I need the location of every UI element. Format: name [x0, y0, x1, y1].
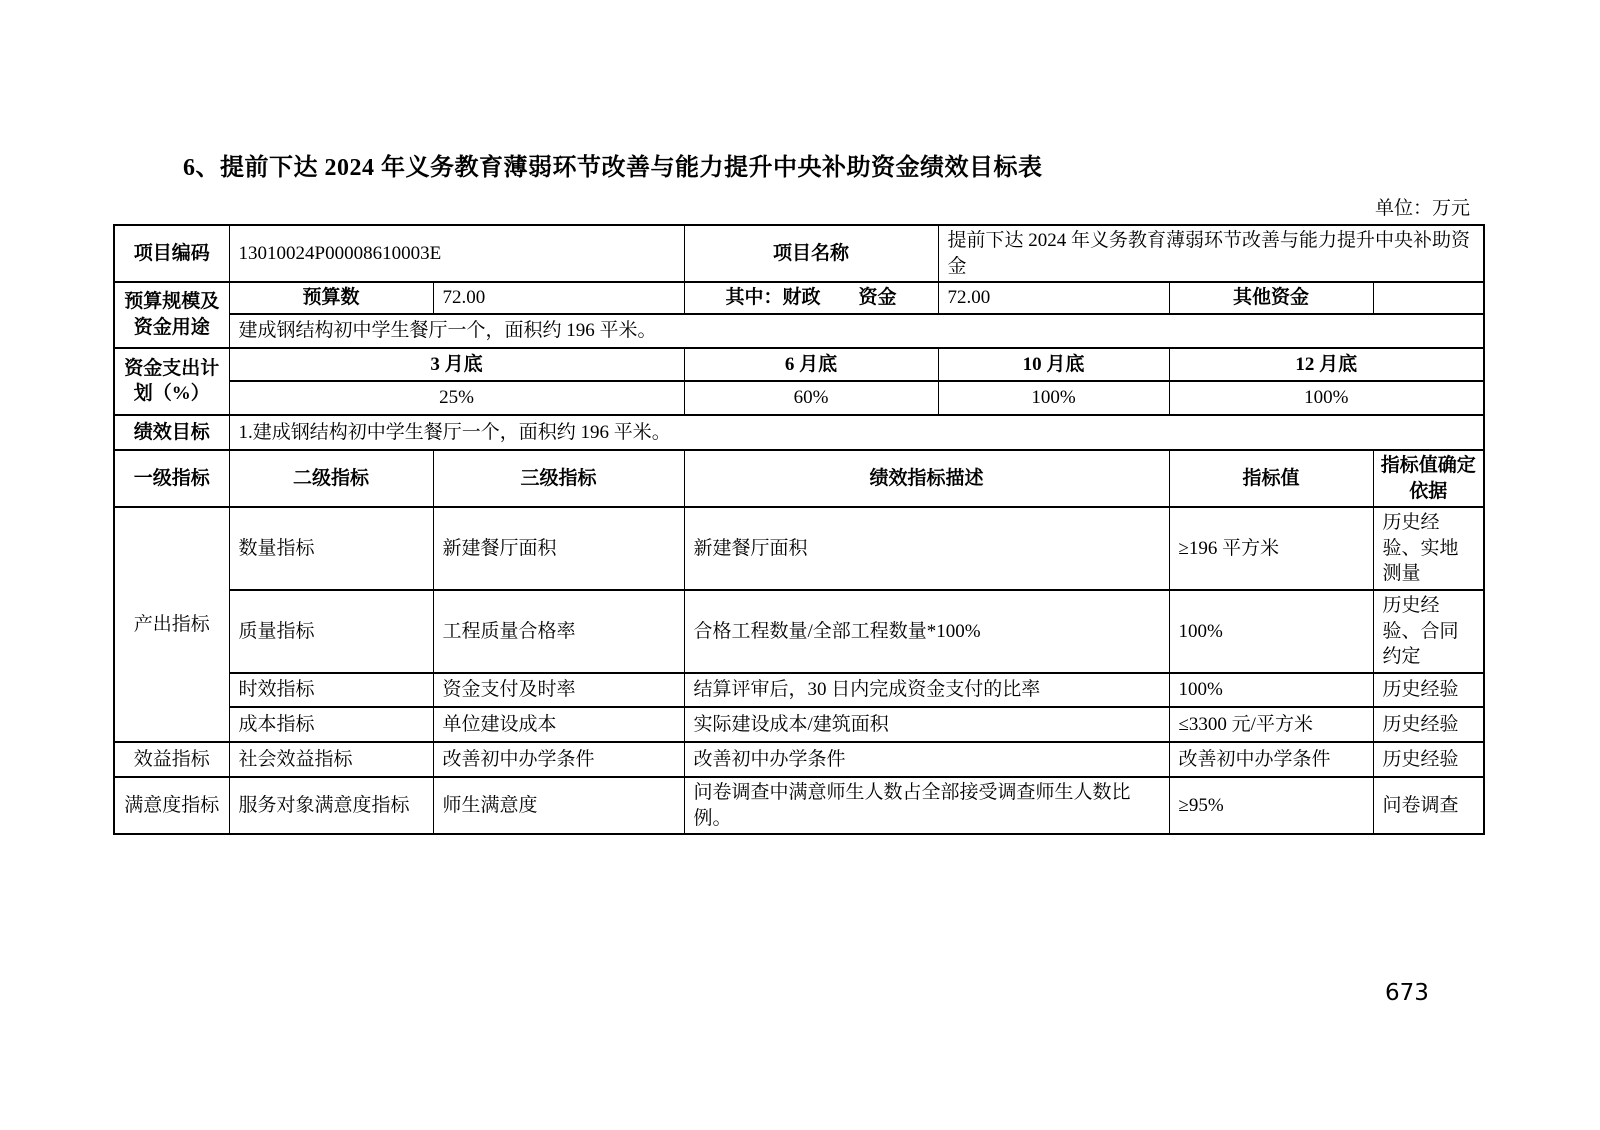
performance-goal-row: [114, 415, 1484, 450]
page-number: 673: [1385, 980, 1429, 1006]
fiscal-funds-value: 72.00: [938, 282, 1169, 314]
level2-indicator-cell: 服务对象满意度指标: [229, 777, 433, 834]
header-level1: 一级指标: [114, 450, 229, 507]
project-info-row: [114, 225, 1484, 282]
unit-label: 单位：万元: [1374, 198, 1470, 219]
indicator-value-cell: 100%: [1169, 590, 1373, 673]
indicator-value-cell: ≤3300 元/平方米: [1169, 707, 1373, 742]
level3-indicator-cell: 师生满意度: [433, 777, 684, 834]
indicator-description-cell: 合格工程数量/全部工程数量*100%: [684, 590, 1169, 673]
fund-usage-text: 建成钢结构初中学生餐厅一个，面积约 196 平米。: [229, 314, 1484, 348]
indicator-description-cell: 问卷调查中满意师生人数占全部接受调查师生人数比例。: [684, 777, 1169, 834]
indicator-basis-cell: 历史经验、实地测量: [1373, 507, 1484, 590]
spending-value-march: 25%: [229, 381, 684, 415]
indicator-value-cell: ≥95%: [1169, 777, 1373, 834]
other-funds-value: [1373, 282, 1484, 314]
fiscal-funds-label: 其中：财政 资金: [684, 282, 938, 314]
indicator-value-cell: 100%: [1169, 673, 1373, 707]
indicator-row: [114, 707, 1484, 742]
project-code-value: 13010024P00008610003E: [229, 225, 684, 282]
spending-plan-value-row: [114, 381, 1484, 415]
level2-indicator-cell: 社会效益指标: [229, 742, 433, 777]
indicator-basis-cell: 问卷调查: [1373, 777, 1484, 834]
level2-indicator-cell: 数量指标: [229, 507, 433, 590]
project-name-label: 项目名称: [684, 225, 938, 282]
header-value: 指标值: [1169, 450, 1373, 507]
indicator-basis-cell: 历史经验、合同约定: [1373, 590, 1484, 673]
indicator-row: [114, 590, 1484, 673]
spending-period-march: 3 月底: [229, 348, 684, 381]
level1-indicator-cell: 产出指标: [114, 507, 229, 742]
indicator-basis-cell: 历史经验: [1373, 707, 1484, 742]
level3-indicator-cell: 工程质量合格率: [433, 590, 684, 673]
performance-goal-text: 1.建成钢结构初中学生餐厅一个，面积约 196 平米。: [229, 415, 1484, 450]
indicator-basis-cell: 历史经验: [1373, 742, 1484, 777]
indicator-row: [114, 742, 1484, 777]
indicator-header-row: [114, 450, 1484, 507]
header-level2: 二级指标: [229, 450, 433, 507]
indicator-description-cell: 新建餐厅面积: [684, 507, 1169, 590]
project-name-value: 提前下达 2024 年义务教育薄弱环节改善与能力提升中央补助资金: [938, 225, 1484, 282]
fund-usage-row: [114, 314, 1484, 348]
indicator-description-cell: 改善初中办学条件: [684, 742, 1169, 777]
page-title: 6、提前下达 2024 年义务教育薄弱环节改善与能力提升中央补助资金绩效目标表: [183, 155, 1043, 181]
level2-indicator-cell: 成本指标: [229, 707, 433, 742]
budget-number-value: 72.00: [433, 282, 684, 314]
spending-value-october: 100%: [938, 381, 1169, 415]
level2-indicator-cell: 时效指标: [229, 673, 433, 707]
level3-indicator-cell: 新建餐厅面积: [433, 507, 684, 590]
indicator-basis-cell: 历史经验: [1373, 673, 1484, 707]
indicator-row: [114, 673, 1484, 707]
indicator-description-cell: 实际建设成本/建筑面积: [684, 707, 1169, 742]
indicator-value-cell: ≥196 平方米: [1169, 507, 1373, 590]
spending-plan-header-row: [114, 348, 1484, 381]
performance-target-table: [113, 224, 1485, 835]
header-level3: 三级指标: [433, 450, 684, 507]
spending-value-december: 100%: [1169, 381, 1484, 415]
spending-value-june: 60%: [684, 381, 938, 415]
level2-indicator-cell: 质量指标: [229, 590, 433, 673]
spending-period-october: 10 月底: [938, 348, 1169, 381]
indicator-row: [114, 507, 1484, 590]
spending-plan-label: 资金支出计划（%）: [114, 348, 229, 415]
header-description: 绩效指标描述: [684, 450, 1169, 507]
level3-indicator-cell: 改善初中办学条件: [433, 742, 684, 777]
header-basis: 指标值确定依据: [1373, 450, 1484, 507]
level3-indicator-cell: 资金支付及时率: [433, 673, 684, 707]
spending-period-june: 6 月底: [684, 348, 938, 381]
indicator-value-cell: 改善初中办学条件: [1169, 742, 1373, 777]
indicator-row: [114, 777, 1484, 834]
project-code-label: 项目编码: [114, 225, 229, 282]
other-funds-label: 其他资金: [1169, 282, 1373, 314]
level1-indicator-cell: 满意度指标: [114, 777, 229, 834]
level3-indicator-cell: 单位建设成本: [433, 707, 684, 742]
indicator-description-cell: 结算评审后，30 日内完成资金支付的比率: [684, 673, 1169, 707]
spending-period-december: 12 月底: [1169, 348, 1484, 381]
performance-goal-label: 绩效目标: [114, 415, 229, 450]
level1-indicator-cell: 效益指标: [114, 742, 229, 777]
budget-number-label: 预算数: [229, 282, 433, 314]
budget-section-label: 预算规模及资金用途: [114, 282, 229, 348]
budget-row: [114, 282, 1484, 314]
